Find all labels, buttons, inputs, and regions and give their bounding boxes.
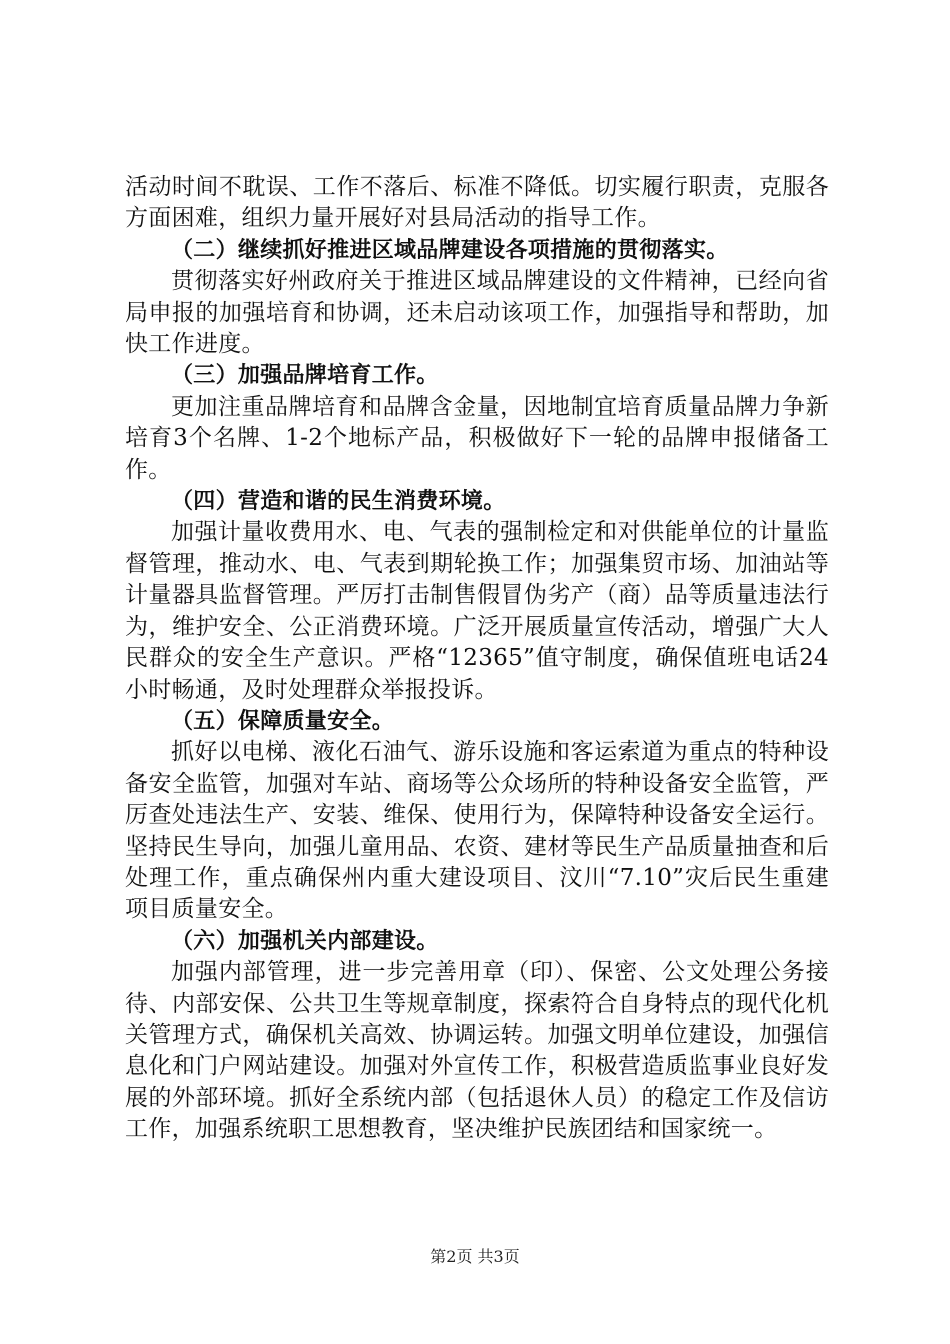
paragraph: 更加注重品牌培育和品牌含金量，因地制宜培育质量品牌力争新培育3个名牌、1-2个地标产品，积极做好下一轮的品牌申报储备工作。 [125, 393, 829, 483]
section-heading: （五）保障质量安全。 [171, 708, 395, 734]
paragraph: 加强内部管理，进一步完善用章（印）、保密、公文处理公务接待、内部安保、公共卫生等规章制度，探索符合自身特点的现代化机关管理方式，确保机关高效、协调运转。加强文明单位建设，加强信息化和门户网站建设。加强对外宣传工作，积极营造质监事业良好发展的外部环境。抓好全系统内部（包括退休人员）的稳定工作及信访工作，加强系统职工思想教育，坚决维护民族团结和国家统一。 [125, 959, 829, 1143]
paragraph: 抓好以电梯、液化石油气、游乐设施和客运索道为重点的特种设备安全监管，加强对车站、商场等公众场所的特种设备安全监管，严厉查处违法生产、安装、维保、使用行为，保障特种设备安全运行。坚持民生导向，加强儿童用品、农资、建材等民生产品质量抽查和后处理工作，重点确保州内重大建设项目、汶川“7.10”灾后民生重建项目质量安全。 [125, 739, 829, 923]
section-heading: （四）营造和谐的民生消费环境。 [171, 489, 506, 515]
section-heading: （六）加强机关内部建设。 [171, 928, 439, 954]
paragraph: 贯彻落实好州政府关于推进区域品牌建设的文件精神，已经向省局申报的加强培育和协调，还未启动该项工作，加强指导和帮助，加快工作进度。 [125, 268, 829, 358]
paragraph: 加强计量收费用水、电、气表的强制检定和对供能单位的计量监督管理，推动水、电、气表到期轮换工作；加强集贸市场、加油站等计量器具监督管理。严厉打击制售假冒伪劣产（商）品等质量违法行为，维护安全、公正消费环境。广泛开展质量宣传活动，增强广大人民群众的安全生产意识。严格“12365”值守制度，确保值班电话24小时畅通，及时处理群众举报投诉。 [125, 519, 829, 703]
document-body [125, 172, 829, 1146]
section-heading: （三）加强品牌培育工作。 [171, 363, 439, 389]
section-heading: （二）继续抓好推进区域品牌建设各项措施的贯彻落实。 [171, 237, 729, 263]
page-footer: 第2页 共3页 [430, 1247, 520, 1266]
paragraph: 活动时间不耽误、工作不落后、标准不降低。切实履行职责，克服各方面困难，组织力量开展好对县局活动的指导工作。 [125, 174, 829, 232]
